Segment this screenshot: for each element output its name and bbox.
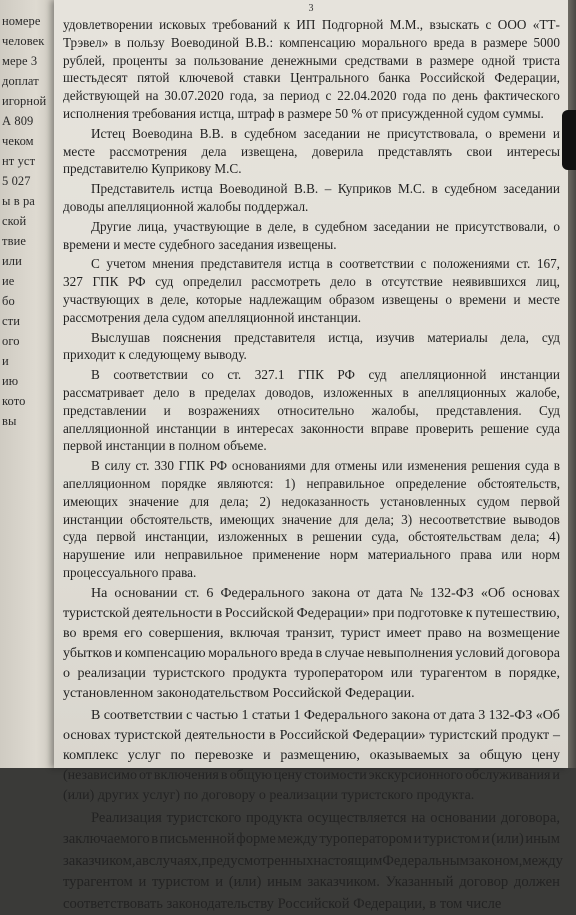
text-line: С учетом мнения представителя истца в соответствии с положениями ст. 167, xyxy=(91,256,560,272)
text-line: во время его совершения, включая транзит, турист имеет право на возмещение xyxy=(63,625,560,641)
text-line: (независимо от включения в общую цену стоимости экскурсионного обслуживания и xyxy=(63,767,560,783)
text-line: исполнения требования истца, штраф в размере 50 % от присужденной судом суммы. xyxy=(63,105,544,121)
text-line: В соответствии со ст. 327.1 ГПК РФ суд апелляционной инстанции xyxy=(91,367,560,383)
text-line: заказчиком, а в случаях, предусмотренных настоящим Федеральным законом, между xyxy=(63,852,563,869)
underlying-page-fragment: вы xyxy=(2,414,17,428)
page-number: 3 xyxy=(308,3,314,14)
text-line: представителю Куприкову М.С. xyxy=(63,161,242,177)
underlying-page-fragment: человек xyxy=(2,34,45,48)
document-page xyxy=(54,0,568,912)
underlying-page-fragment: мере 3 xyxy=(2,54,38,68)
underlying-page-fragment: или xyxy=(2,254,22,268)
underlying-page-fragment: ого xyxy=(2,334,20,348)
text-line: участвующих в деле, которые надлежащим образом извещены о времени и месте xyxy=(63,291,560,307)
text-line: шестьдесят пятой ключевой ставки Центрального банка Российской Федерации, xyxy=(63,70,560,86)
text-line: рассмотрения дела судом апелляционной инстанции. xyxy=(63,309,362,325)
underlying-page-fragment: доплат xyxy=(2,74,39,88)
text-line: представлении и возражениях относительно жалобы, представления. Суд xyxy=(63,402,560,418)
underlying-page-fragment: и xyxy=(2,354,9,368)
underlying-page-fragment: ы в ра xyxy=(2,194,35,208)
underlying-page-fragment: ской xyxy=(2,214,27,228)
text-line: Выслушав пояснения представителя истца, изучив материалы дела, суд xyxy=(91,329,560,345)
text-line: Истец Воеводина В.В. в судебном заседании не присутствовала, о времени и xyxy=(91,125,560,141)
underlying-page-fragment: бо xyxy=(2,294,15,308)
underlying-page-fragment: кото xyxy=(2,394,26,408)
text-line: нарушение или неправильное применение норм материального права или норм xyxy=(63,547,560,563)
underlying-page-fragment: твие xyxy=(2,234,27,248)
text-line: имеющих значение для дела; 2) недоказанность установленных судом первой xyxy=(63,493,560,509)
text-line: о реализации туристского продукта туроператором или турагентом в порядке, xyxy=(63,665,560,681)
dark-object xyxy=(562,110,576,170)
text-line: суда первой инстанции, изложенных в решении суда, обстоятельствам дела; 4) xyxy=(63,529,560,545)
underlying-page xyxy=(0,0,60,768)
text-line: Другие лица, участвующие в деле, в судебном заседании не присутствовали, о xyxy=(91,218,560,234)
text-line: инстанции обстоятельств, имеющих значение для дела; 3) несоответствие выводов xyxy=(63,511,560,527)
text-line: месте рассмотрения дела извещена, доверила представлять свои интересы xyxy=(63,143,560,159)
text-line: На основании ст. 6 Федерального закона от дата № 132-ФЗ «Об основах xyxy=(91,585,560,601)
text-line: В соответствии с частью 1 статьи 1 Федерального закона от дата 3 132-ФЗ «Об xyxy=(91,707,560,723)
text-line: турагентом и туристом и (или) иным заказчиком. Указанный договор должен xyxy=(63,874,560,891)
text-line: комплекс услуг по перевозке и размещению, оказываемых за общую цену xyxy=(63,747,560,763)
text-line: апелляционной инстанции в интересах законности вправе проверить решение суда xyxy=(63,420,560,436)
text-line: Представитель истца Воеводиной В.В. – Куприков М.С. в судебном заседании xyxy=(91,181,560,197)
underlying-page-fragment: ию xyxy=(2,374,19,388)
text-line: процессуального права. xyxy=(63,564,197,580)
underlying-page-fragment: номере xyxy=(2,14,41,28)
text-line: первой инстанции в полном объеме. xyxy=(63,438,267,454)
text-line: Трэвел» в пользу Воеводиной В.В.: компенсацию морального вреда в размере 5000 xyxy=(63,34,560,50)
text-line: удовлетворении исковых требований к ИП Подгорной М.М., взыскать с ООО «ТТ- xyxy=(63,17,560,32)
text-line: В силу ст. 330 ГПК РФ основаниями для отмены или изменения решения суда в xyxy=(91,458,560,474)
text-line: рассматривает дело в пределах доводов, изложенных в апелляционных жалобе, xyxy=(63,384,560,400)
underlying-page-fragment: сти xyxy=(2,314,21,328)
text-line: доводы апелляционной жалобы поддержал. xyxy=(63,198,309,214)
underlying-page-fragment: 5 027 xyxy=(2,174,31,188)
page-body xyxy=(63,16,563,915)
text-line: времени и месте судебного заседания извещены. xyxy=(63,236,337,252)
text-line: апелляционном порядке являются: 1) неправильное определение обстоятельств, xyxy=(63,475,560,491)
text-line: соответствовать законодательству Российской Федерации, в том числе xyxy=(63,895,502,912)
text-line: рублей, проценты за пользование денежными средствами в размере одной триста xyxy=(63,52,560,68)
underlying-page-fragment: нт уст xyxy=(2,154,36,168)
underlying-page-fragment: ие xyxy=(2,274,15,288)
text-line: установленном законодательством Российской Федерации. xyxy=(63,685,415,701)
text-line: заключаемого в письменной форме между туроператором и туристом и (или) иным xyxy=(63,831,560,848)
text-line: приходит к следующему выводу. xyxy=(63,347,247,363)
text-line: основах туристской деятельности в Российской Федерации» туристский продукт – xyxy=(63,727,560,743)
text-line: Реализация туристского продукта осуществляется на основании договора, xyxy=(91,809,560,826)
text-line: убытков и компенсацию морального вреда в случае невыполнения условий договора xyxy=(63,645,560,661)
underlying-page-fragment: А 809 xyxy=(2,114,34,128)
text-line: (или) других услуг) по договору о реализации туристского продукта. xyxy=(63,787,475,803)
text-line: действующей на 30.07.2020 года, за период с 22.04.2020 года по день фактического xyxy=(63,88,560,104)
text-line: туристской деятельности в Российской Федерации» при подготовке к путешествию, xyxy=(63,605,560,621)
text-line: 327 ГПК РФ суд определил рассмотреть дело в отсутствие неявившихся лиц, xyxy=(63,274,560,290)
underlying-page-fragment: игорной xyxy=(2,94,47,108)
underlying-page-fragment: чеком xyxy=(2,134,34,148)
